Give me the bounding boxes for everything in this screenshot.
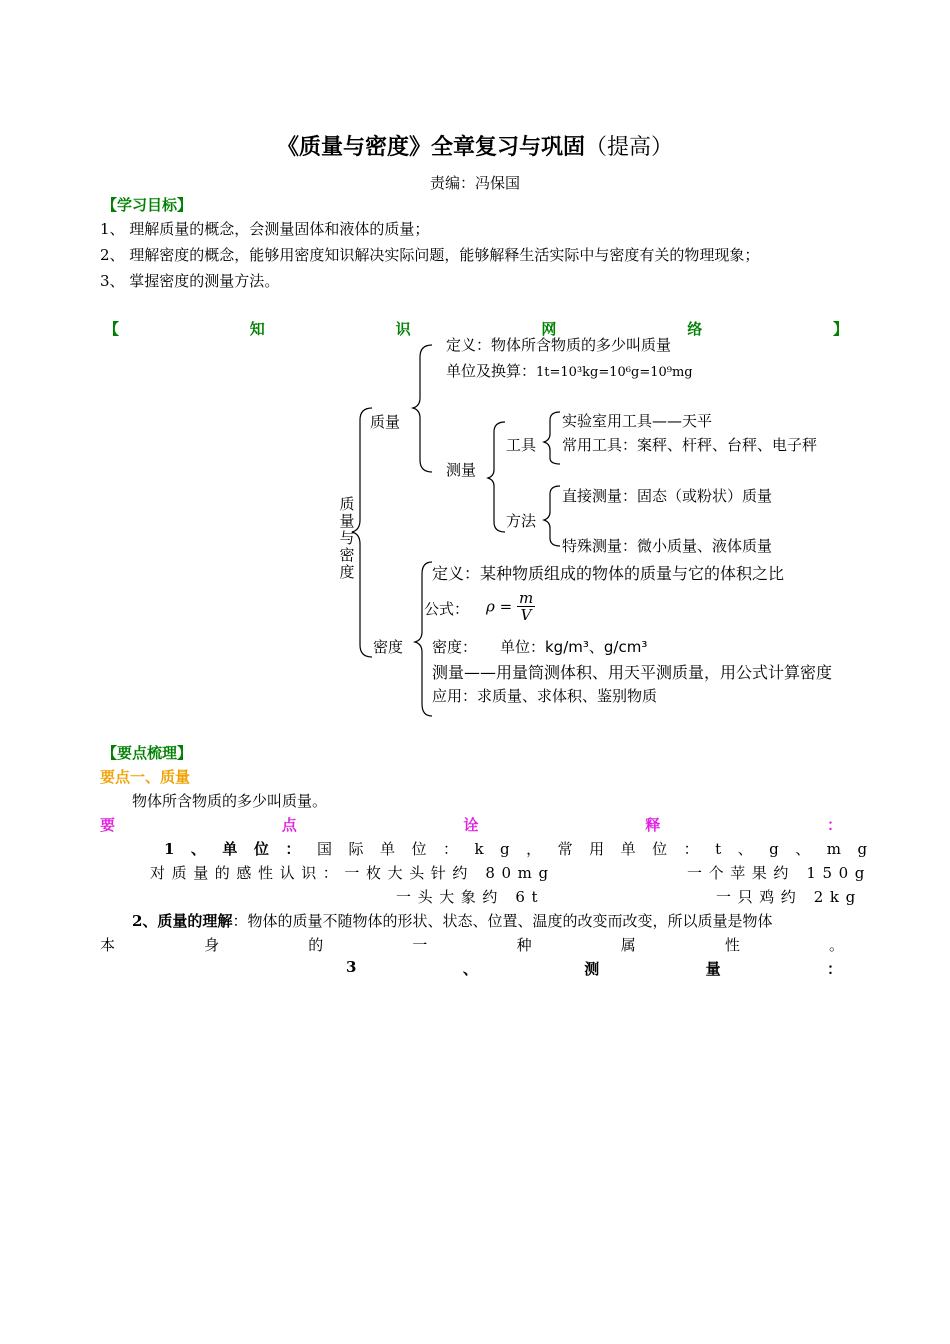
cont-char: 身 bbox=[204, 936, 220, 954]
explain-char: 要 bbox=[100, 816, 116, 834]
density-definition: 定义：某种物质组成的物体的质量与它的体积之比 bbox=[432, 564, 785, 583]
network-heading-char: 络 bbox=[687, 320, 703, 338]
understanding-text: ：物体的质量不随物体的形状、状态、位置、温度的改变而改变，所以质量是物体 bbox=[232, 912, 773, 930]
unit-line-text: 国际单位：kg，常用单位：t、g、mg bbox=[316, 840, 884, 858]
measure-char: 测 bbox=[584, 960, 600, 978]
cont-char: 本 bbox=[100, 936, 116, 954]
mass-unit-prefix: 单位及换算： bbox=[446, 362, 537, 380]
network-heading-char: 识 bbox=[395, 320, 411, 338]
diagram-root: 质量与密度 bbox=[339, 495, 355, 581]
explain-char: ： bbox=[826, 816, 842, 834]
explain-char: 点 bbox=[281, 816, 297, 834]
cont-char: 。 bbox=[828, 936, 844, 954]
formula-fraction bbox=[517, 590, 535, 623]
mass-unit-formula: 1t=10³kg=10⁶g=10⁹mg bbox=[536, 365, 693, 380]
mass-node: 质量 bbox=[370, 413, 401, 431]
cont-char: 属 bbox=[620, 936, 636, 954]
density-application: 应用：求质量、求体积、鉴别物质 bbox=[432, 687, 658, 705]
density-unit: 单位：kg/m³、g/cm³ bbox=[500, 638, 648, 656]
measure-char: 、 bbox=[462, 960, 478, 978]
objective-item-1: 1、 理解质量的概念，会测量固体和液体的质量； bbox=[100, 220, 430, 238]
point1-definition: 物体所含物质的多少叫质量。 bbox=[132, 792, 328, 810]
point1-title: 要点一、质量 bbox=[100, 768, 191, 786]
cont-char: 性 bbox=[724, 936, 740, 954]
measure-node: 测量 bbox=[446, 461, 477, 479]
perception-left: 对质量的感性认识：一枚大头针约 80mg bbox=[150, 864, 555, 882]
understanding-label: 2、质量的理解 bbox=[132, 912, 233, 930]
tool-common: 常用工具：案秤、杆秤、台秤、电子秤 bbox=[562, 436, 818, 454]
formula-numerator: m bbox=[518, 589, 534, 607]
density-node: 密度 bbox=[373, 638, 404, 656]
network-heading-char: 知 bbox=[249, 320, 265, 338]
editor-line: 责编：冯保国 bbox=[429, 174, 520, 192]
method-direct: 直接测量：固态（或粉状）质量 bbox=[562, 487, 773, 505]
understanding-line bbox=[132, 910, 772, 931]
density-unit-label: 密度： bbox=[432, 638, 478, 656]
explain-char: 释 bbox=[645, 816, 661, 834]
mass-definition: 定义：物体所含物质的多少叫质量 bbox=[446, 336, 672, 354]
measure-char: 量 bbox=[705, 960, 721, 978]
measure-char: ： bbox=[826, 960, 842, 978]
mass-unit bbox=[446, 360, 693, 381]
perception-right: 一个苹果约 150g bbox=[687, 864, 872, 882]
cont-char: 的 bbox=[308, 936, 324, 954]
measurement-heading bbox=[346, 958, 842, 979]
tools-node: 工具 bbox=[506, 436, 537, 454]
methods-brace bbox=[544, 486, 560, 546]
density-formula-label: 公式： bbox=[424, 600, 470, 618]
keypoints-heading: 【要点梳理】 bbox=[102, 744, 193, 762]
methods-node: 方法 bbox=[506, 512, 537, 530]
measure-brace bbox=[488, 422, 505, 532]
objective-item-3: 3、 掌握密度的测量方法。 bbox=[100, 272, 280, 290]
unit-line bbox=[164, 838, 884, 859]
objective-item-2: 2、 理解密度的概念，能够用密度知识解决实际问题，能够解释生活实际中与密度有关的物理现象； bbox=[100, 246, 760, 264]
explain-heading bbox=[100, 814, 842, 835]
title-main: 《质量与密度》全章复习与巩固 bbox=[276, 134, 585, 160]
density-measure: 测量——用量筒测体积、用天平测质量，用公式计算密度 bbox=[432, 663, 833, 682]
perception2-left: 一头大象约 6t bbox=[396, 888, 545, 906]
cont-char: 一 bbox=[412, 936, 428, 954]
unit-line-label: 1、单位： bbox=[164, 840, 317, 858]
density-formula bbox=[486, 590, 535, 623]
tool-lab: 实验室用工具——天平 bbox=[562, 412, 713, 430]
cont-char: 种 bbox=[516, 936, 532, 954]
network-heading-char: 【 bbox=[104, 320, 120, 338]
method-special: 特殊测量：微小质量、液体质量 bbox=[562, 537, 773, 555]
density-brace bbox=[415, 562, 432, 716]
measure-char: 3 bbox=[346, 958, 357, 976]
explain-char: 诠 bbox=[463, 816, 479, 834]
formula-rho: ρ = bbox=[486, 597, 513, 616]
network-heading-char: 】 bbox=[832, 320, 848, 338]
perception2-right: 一只鸡约 2kg bbox=[716, 888, 862, 906]
tools-brace bbox=[544, 412, 560, 464]
formula-denominator: V bbox=[520, 606, 532, 624]
mass-brace bbox=[413, 345, 432, 472]
network-heading-char: 网 bbox=[541, 320, 557, 338]
objectives-heading: 【学习目标】 bbox=[102, 196, 193, 214]
understanding-continuation bbox=[100, 934, 844, 955]
root-brace bbox=[352, 408, 372, 657]
title-suffix: （提高） bbox=[585, 135, 674, 160]
